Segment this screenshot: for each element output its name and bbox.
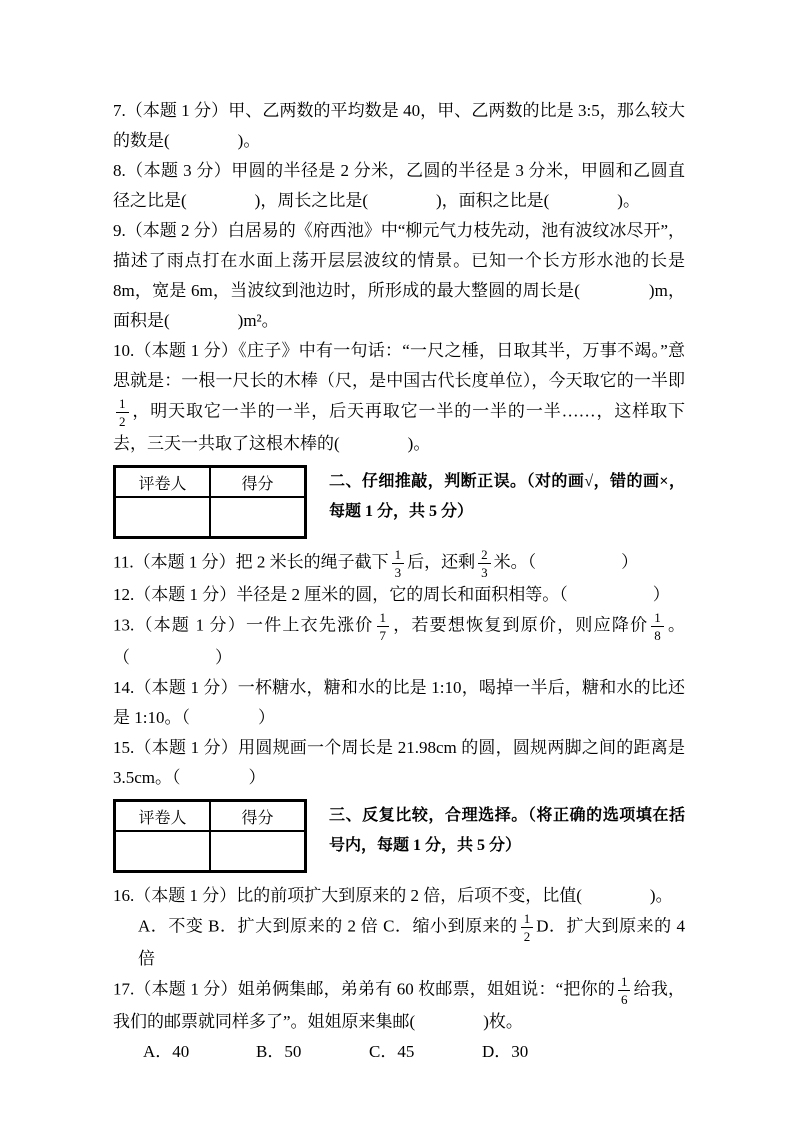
fraction-numerator: 1 bbox=[651, 610, 664, 627]
section-3 bbox=[113, 799, 685, 873]
question-11-text: 11.（本题 1 分）把 2 米长的绳子截下 bbox=[113, 552, 389, 572]
fraction-numerator: 2 bbox=[478, 547, 491, 564]
question-9 bbox=[113, 216, 685, 336]
section-2-header: 二、仔细推敲，判断正误。（对的画√，错的画×，每题 1 分，共 5 分） bbox=[329, 473, 685, 520]
score-label-cell: 得分 bbox=[210, 467, 306, 498]
fraction bbox=[521, 911, 534, 944]
question-16-options bbox=[113, 911, 685, 974]
grader-box-header-row bbox=[115, 801, 306, 832]
question-7 bbox=[113, 96, 685, 156]
question-17-text: 17.（本题 1 分）姐弟俩集邮，弟弟有 60 枚邮票，姐姐说：“把你的 bbox=[113, 979, 615, 999]
question-17-text: 给我，我们的邮票就同样多了”。姐姐原来集邮( )枚。 bbox=[113, 979, 686, 1031]
fraction bbox=[651, 610, 664, 643]
fraction bbox=[116, 396, 129, 429]
examiner-value-cell bbox=[115, 831, 211, 872]
fraction-numerator: 1 bbox=[116, 396, 129, 413]
fraction-denominator: 3 bbox=[394, 565, 402, 580]
fraction bbox=[618, 974, 631, 1007]
question-8-text: 8.（本题 3 分）甲圆的半径是 2 分米，乙圆的半径是 3 分米，甲圆和乙圆直径之比是( )，周长之比是( )，面积之比是( )。 bbox=[113, 161, 685, 210]
question-11-text: 后，还剩 bbox=[407, 552, 476, 572]
examiner-label-cell: 评卷人 bbox=[115, 801, 211, 832]
fraction-numerator: 1 bbox=[618, 974, 631, 991]
question-11-text: 米。（ ） bbox=[493, 552, 639, 572]
fraction bbox=[392, 547, 405, 580]
fraction-denominator: 3 bbox=[481, 565, 488, 580]
question-13-text: 。（ ） bbox=[113, 615, 685, 667]
fraction bbox=[478, 547, 491, 580]
question-12 bbox=[113, 580, 685, 610]
question-10-text: 10.（本题 1 分）《庄子》中有一句话：“一尺之棰，日取其半，万事不竭。”意思就是：一根一尺长的木棒（尺，是中国古代长度单位），今天取它的一半即 bbox=[113, 341, 685, 390]
section-2 bbox=[113, 465, 685, 539]
fraction bbox=[377, 610, 390, 643]
question-16-options-text: D．扩大到原来的 4 倍 bbox=[138, 916, 685, 968]
question-16-options-text: A．不变 B．扩大到原来的 2 倍 C．缩小到原来的 bbox=[138, 916, 518, 936]
question-14-text: 14.（本题 1 分）一杯糖水，糖和水的比是 1:10，喝掉一半后，糖和水的比还是 1:10。（ ） bbox=[113, 678, 685, 727]
score-value-cell bbox=[210, 497, 306, 538]
grader-box-value-row bbox=[115, 497, 306, 538]
question-13-text: 13.（本题 1 分）一件上衣先涨价 bbox=[113, 615, 374, 635]
fraction-numerator: 1 bbox=[521, 911, 534, 928]
option-item: C．45 bbox=[369, 1042, 415, 1061]
fraction-denominator: 8 bbox=[654, 628, 661, 643]
question-17 bbox=[113, 974, 685, 1037]
question-13 bbox=[113, 610, 685, 673]
question-7-text: 7.（本题 1 分）甲、乙两数的平均数是 40，甲、乙两数的比是 3:5，那么较大的数是( )。 bbox=[113, 101, 685, 150]
option-item: A．40 bbox=[143, 1042, 190, 1061]
question-16 bbox=[113, 881, 685, 911]
fraction-denominator: 7 bbox=[379, 628, 387, 643]
fraction-denominator: 6 bbox=[620, 992, 628, 1007]
question-15 bbox=[113, 733, 685, 793]
question-12-text: 12.（本题 1 分）半径是 2 厘米的圆，它的周长和面积相等。（ ） bbox=[113, 585, 670, 604]
fraction-denominator: 2 bbox=[119, 414, 126, 429]
fraction-numerator: 1 bbox=[377, 610, 390, 627]
option-item: B．50 bbox=[256, 1042, 302, 1061]
examiner-value-cell bbox=[115, 497, 211, 538]
question-13-text: ，若要想恢复到原价，则应降价 bbox=[392, 615, 649, 635]
section-3-header: 三、反复比较，合理选择。（将正确的选项填在括号内，每题 1 分，共 5 分） bbox=[329, 807, 685, 854]
question-11 bbox=[113, 547, 685, 580]
question-16-text: 16.（本题 1 分）比的前项扩大到原来的 2 倍，后项不变，比值( )。 bbox=[113, 886, 673, 905]
question-17-options bbox=[113, 1037, 685, 1067]
question-10-text: ，明天取它一半的一半，后天再取它一半的一半的一半……，这样取下去，三天一共取了这根木棒的( )。 bbox=[113, 401, 685, 453]
examiner-label-cell: 评卷人 bbox=[115, 467, 211, 498]
score-value-cell bbox=[210, 831, 306, 872]
score-label-cell: 得分 bbox=[210, 801, 306, 832]
option-item: D．30 bbox=[482, 1042, 529, 1061]
question-10 bbox=[113, 336, 685, 459]
grader-box-header-row bbox=[115, 467, 306, 498]
question-9-text: 9.（本题 2 分）白居易的《府西池》中“柳元气力枝先动，池有波纹冰尽开”，描述了雨点打在水面上荡开层层波纹的情景。已知一个长方形水池的长是 8m，宽是 6m，当波纹到池边时，所形成的最大整圆的周长是( )m，面积是( )m²。 bbox=[113, 221, 685, 330]
question-14 bbox=[113, 673, 685, 733]
grader-box-value-row bbox=[115, 831, 306, 872]
grader-score-box bbox=[113, 465, 307, 539]
question-8 bbox=[113, 156, 685, 216]
fraction-numerator: 1 bbox=[392, 547, 405, 564]
exam-content bbox=[113, 96, 685, 1067]
question-15-text: 15.（本题 1 分）用圆规画一个周长是 21.98cm 的圆，圆规两脚之间的距离是 3.5cm。（ ） bbox=[113, 738, 685, 787]
fraction-denominator: 2 bbox=[523, 929, 531, 944]
grader-score-box bbox=[113, 799, 307, 873]
